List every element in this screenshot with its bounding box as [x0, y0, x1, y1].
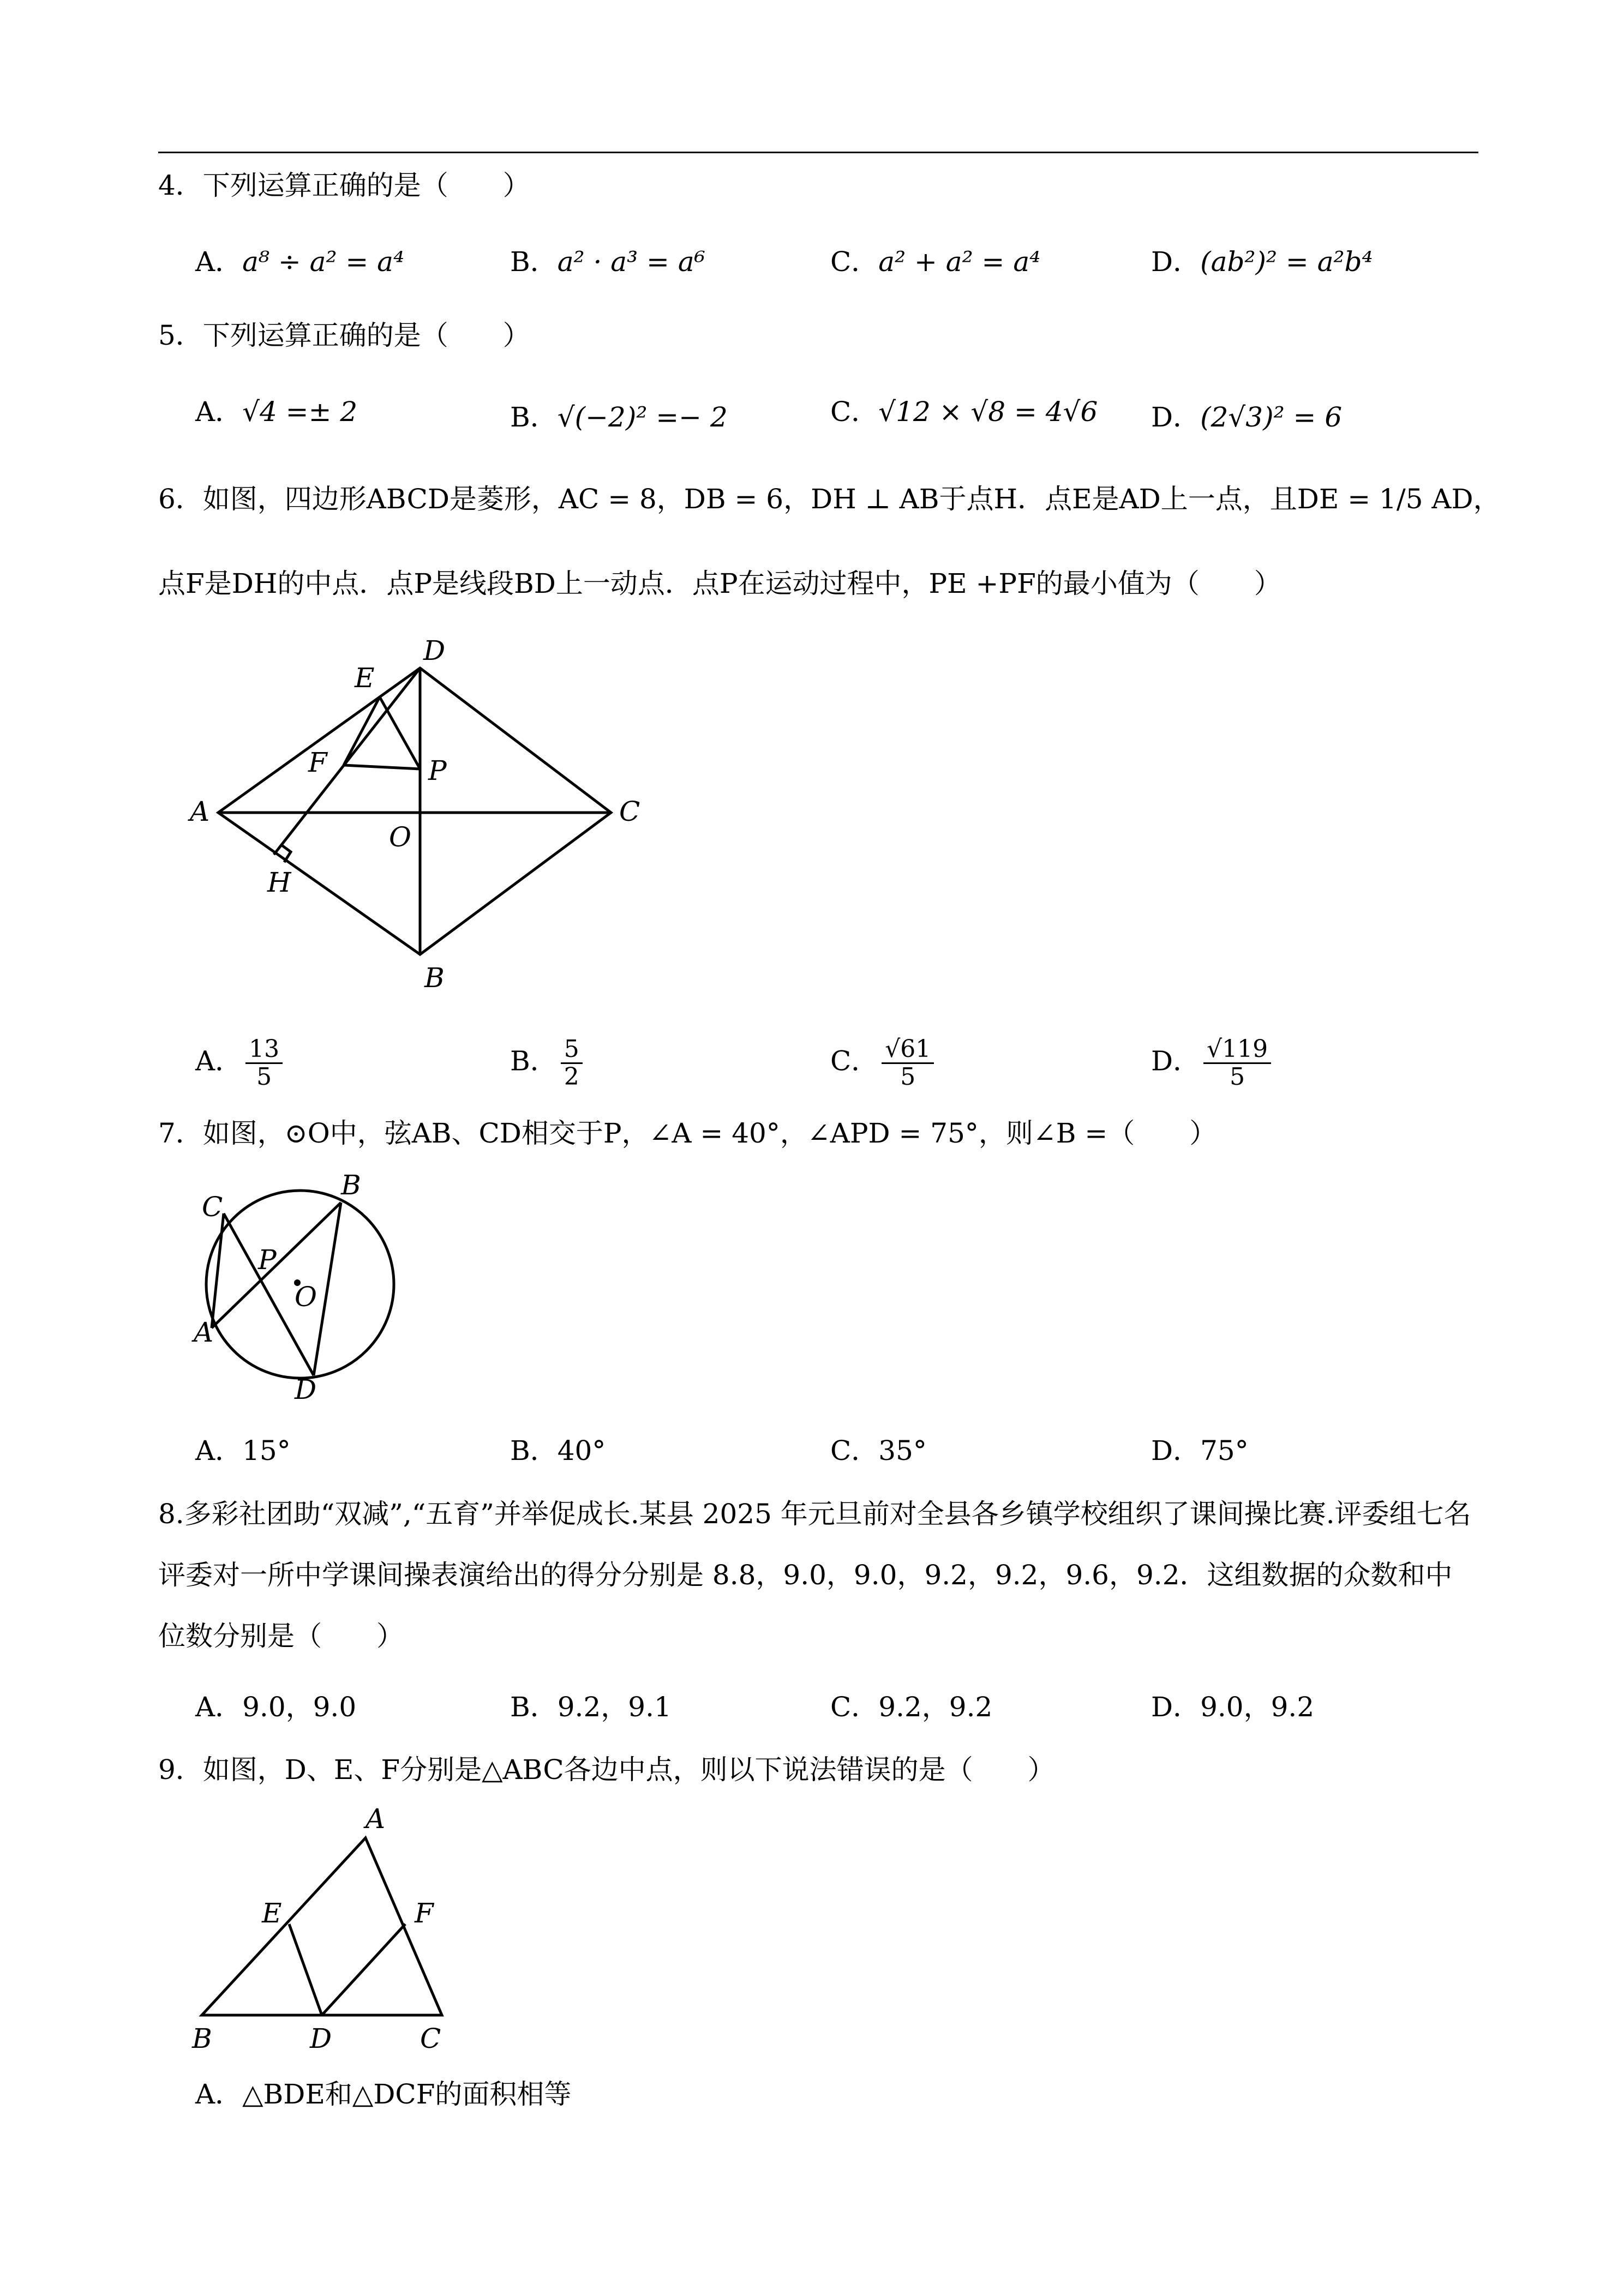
right-angle-mark: [280, 844, 291, 862]
q5-option-c: C．√12 × √8 = 4√6: [830, 396, 1098, 428]
label-o: O: [389, 821, 411, 853]
q7-option-a: A．15°: [195, 1435, 291, 1466]
q7-option-d: D．75°: [1151, 1435, 1249, 1466]
segment-fp: [344, 765, 420, 769]
q4-option-a: A．a⁸ ÷ a² = a⁴: [195, 246, 405, 278]
label-f: F: [415, 1897, 434, 1929]
q4-option-b: B．a² · a³ = a⁶: [510, 246, 705, 278]
q4-stem: 4．下列运算正确的是（ ）: [158, 170, 530, 201]
label-b: B: [341, 1169, 361, 1201]
q8-option-c: C．9.2，9.2: [830, 1691, 993, 1723]
segment-df: [322, 1924, 405, 2015]
q7-option-c: C．35°: [830, 1435, 927, 1466]
chord-ca: [212, 1213, 224, 1328]
label-a: A: [365, 1803, 386, 1835]
q6-rhombus-figure: [185, 633, 676, 1003]
triangle-abc: [202, 1838, 442, 2015]
label-d: D: [310, 2023, 332, 2054]
label-o: O: [295, 1281, 317, 1313]
q7-circle-figure: [185, 1167, 415, 1407]
header-rule: [158, 152, 1478, 153]
q8-option-d: D．9.0，9.2: [1151, 1691, 1315, 1723]
q7-stem: 7．如图，⊙O中，弦AB、CD相交于P，∠A = 40°，∠APD = 75°，则∠B =（ ）: [158, 1117, 1217, 1149]
q8-option-a: A．9.0，9.0: [195, 1691, 357, 1723]
q5-option-a: A．√4 =± 2: [195, 396, 358, 428]
q5-option-b: B．√(−2)² =− 2: [510, 401, 728, 433]
label-d: D: [295, 1374, 317, 1405]
label-e: E: [262, 1897, 282, 1929]
q8-stem: 8.多彩社团助“双减”,“五育”并举促成长.某县 2025 年元旦前对全县各乡镇学校组织了课间操比赛.评委组七名评委对一所中学课间操表演给出的得分分别是 8.8，9.0，9.0，9.2，9.2，9.6，9.2．这组数据的众数和中位数分别是（ ）: [158, 1498, 1471, 1652]
chord-bd: [314, 1203, 341, 1375]
label-a: A: [194, 1317, 214, 1348]
label-c: C: [420, 2023, 441, 2054]
q6-option-b: B． $\frac{5}{2}$: [510, 1036, 586, 1090]
q4-option-c: C．a² + a² = a⁴: [830, 246, 1041, 278]
label-c: C: [202, 1191, 223, 1223]
label-p: P: [258, 1244, 277, 1276]
label-b: B: [424, 962, 445, 994]
label-a: A: [190, 796, 210, 827]
q6-option-d: D． $\frac{√119}{5}$: [1151, 1036, 1274, 1090]
label-b: B: [192, 2023, 212, 2054]
label-p: P: [428, 755, 447, 786]
q6-option-a: A． $\frac{13}{5}$: [195, 1036, 286, 1090]
q4-option-d: D．(ab²)² = a²b⁴: [1151, 246, 1373, 278]
label-d: D: [423, 635, 446, 666]
q9-stem: 9．如图，D、E、F分别是△ABC各边中点，则以下说法错误的是（ ）: [158, 1754, 1055, 1786]
segment-ef: [344, 697, 380, 765]
q9-triangle-figure: [185, 1800, 491, 2061]
q8-option-b: B．9.2，9.1: [510, 1691, 672, 1723]
label-f: F: [308, 747, 327, 778]
label-e: E: [355, 662, 375, 694]
label-h: H: [267, 867, 291, 898]
segment-ep: [380, 697, 420, 769]
q6-stem-line1: 6．如图，四边形ABCD是菱形，AC = 8，DB = 6，DH ⊥ AB于点H．点E是AD上一点，且DE = 1/5 AD，: [158, 483, 1501, 515]
q6-option-c: C． $\frac{√61}{5}$: [830, 1036, 937, 1090]
q5-option-d: D．(2√3)² = 6: [1151, 401, 1343, 433]
segment-ed: [289, 1924, 322, 2015]
q9-option-a: A．△BDE和△DCF的面积相等: [195, 2078, 572, 2110]
q5-stem: 5．下列运算正确的是（ ）: [158, 320, 530, 351]
rhombus-lines: [218, 668, 611, 954]
q7-option-b: B．40°: [510, 1435, 606, 1466]
label-c: C: [619, 796, 640, 827]
q6-stem-line2: 点F是DH的中点．点P是线段BD上一动点．点P在运动过程中，PE +PF的最小值为（ ）: [158, 568, 1281, 599]
